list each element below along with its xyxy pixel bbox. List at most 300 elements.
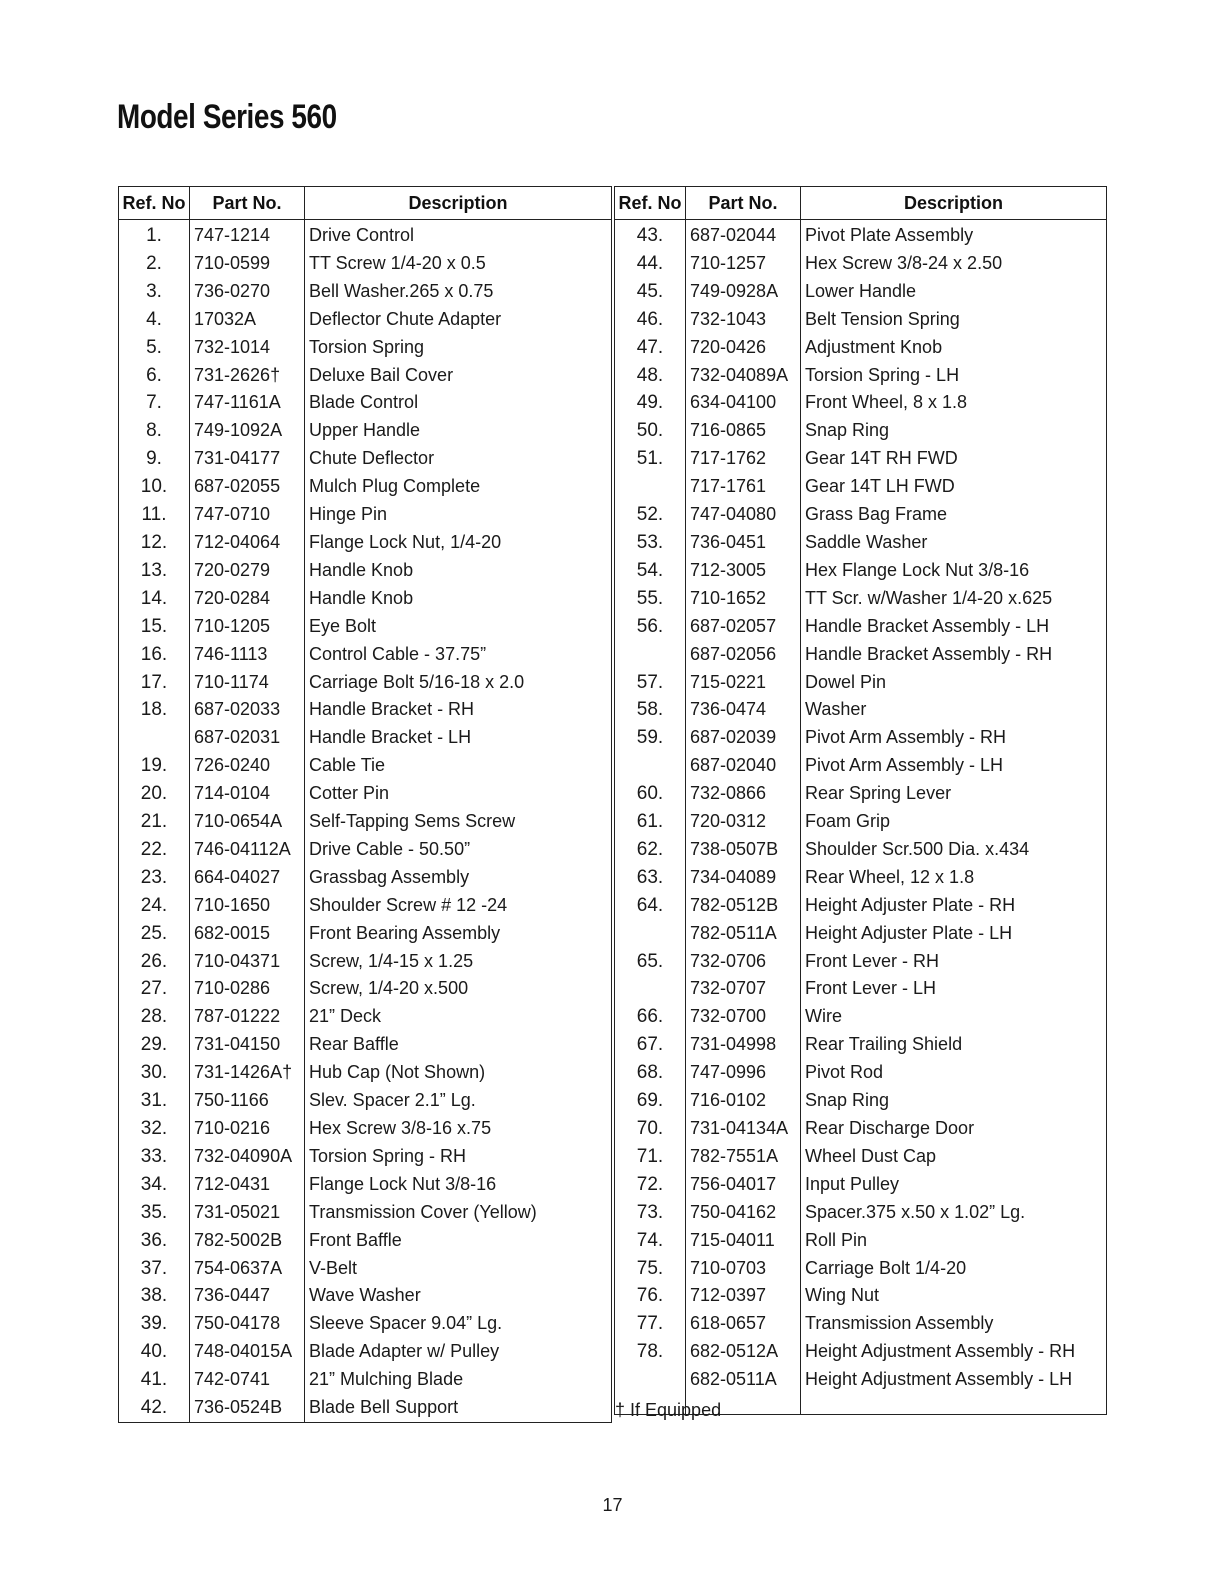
table-row [119, 669, 612, 697]
part-no-cell: 731-04998 [686, 1031, 801, 1059]
table-row [119, 1087, 612, 1115]
ref-no-cell: 7. [119, 389, 190, 417]
ref-no-cell: 45. [615, 278, 686, 306]
table-row [119, 613, 612, 641]
table-row [615, 445, 1107, 473]
part-no-cell: 682-0512A [686, 1338, 801, 1366]
page-title: Model Series 560 [117, 98, 337, 136]
description-cell: Handle Knob [305, 585, 612, 613]
ref-no-cell: 36. [119, 1227, 190, 1255]
description-cell: Wave Washer [305, 1282, 612, 1310]
description-cell: Blade Control [305, 389, 612, 417]
description-cell: Rear Discharge Door [801, 1115, 1107, 1143]
table-row [615, 557, 1107, 585]
description-cell: Torsion Spring [305, 334, 612, 362]
table-row [615, 417, 1107, 445]
table-row [615, 220, 1107, 250]
part-no-cell: 710-0703 [686, 1255, 801, 1283]
ref-no-cell [615, 473, 686, 501]
part-no-cell: 734-04089 [686, 864, 801, 892]
description-cell: Chute Deflector [305, 445, 612, 473]
page-number: 17 [602, 1495, 623, 1515]
part-no-cell: 17032A [190, 306, 305, 334]
part-no-cell: 782-7551A [686, 1143, 801, 1171]
description-cell: Height Adjustment Assembly - LH [801, 1366, 1107, 1394]
part-no-cell: 749-1092A [190, 417, 305, 445]
description-cell: Drive Control [305, 220, 612, 250]
ref-no-cell: 68. [615, 1059, 686, 1087]
table-row [119, 1338, 612, 1366]
part-no-cell: 710-0654A [190, 808, 305, 836]
table-row [615, 585, 1107, 613]
ref-no-cell: 49. [615, 389, 686, 417]
footnote: † If Equipped [615, 1400, 722, 1420]
ref-no-cell: 25. [119, 920, 190, 948]
description-cell: Drive Cable - 50.50” [305, 836, 612, 864]
part-no-cell: 731-2626† [190, 362, 305, 390]
description-cell: Height Adjuster Plate - LH [801, 920, 1107, 948]
ref-no-cell: 43. [615, 220, 686, 250]
part-no-cell: 710-1205 [190, 613, 305, 641]
table-row [119, 445, 612, 473]
table-row [615, 250, 1107, 278]
table-row [119, 1115, 612, 1143]
table-row [615, 1338, 1107, 1366]
table-row [119, 1227, 612, 1255]
description-cell: Wire [801, 1003, 1107, 1031]
part-no-cell: 736-0524B [190, 1394, 305, 1422]
description-cell: Front Lever - LH [801, 975, 1107, 1003]
table-row [615, 1227, 1107, 1255]
ref-no-cell: 29. [119, 1031, 190, 1059]
table-row [119, 864, 612, 892]
ref-no-cell: 35. [119, 1199, 190, 1227]
table-row [615, 948, 1107, 976]
table-row [615, 808, 1107, 836]
ref-no-cell: 30. [119, 1059, 190, 1087]
ref-no-cell: 69. [615, 1087, 686, 1115]
part-no-cell: 749-0928A [686, 278, 801, 306]
description-cell: Deluxe Bail Cover [305, 362, 612, 390]
ref-no-cell: 54. [615, 557, 686, 585]
part-no-cell: 715-04011 [686, 1227, 801, 1255]
description-cell: Cotter Pin [305, 780, 612, 808]
table-row [119, 278, 612, 306]
table-row [615, 1199, 1107, 1227]
description-cell: Pivot Plate Assembly [801, 220, 1107, 250]
part-no-cell: 682-0511A [686, 1366, 801, 1394]
ref-no-cell: 10. [119, 473, 190, 501]
description-cell: Shoulder Scr.500 Dia. x.434 [801, 836, 1107, 864]
table-row [119, 501, 612, 529]
ref-no-cell: 44. [615, 250, 686, 278]
ref-no-cell: 2. [119, 250, 190, 278]
description-cell: 21” Mulching Blade [305, 1366, 612, 1394]
ref-no-cell: 20. [119, 780, 190, 808]
parts-table-right-body [615, 220, 1107, 1415]
description-cell: Spacer.375 x.50 x 1.02” Lg. [801, 1199, 1107, 1227]
part-no-cell: 731-04177 [190, 445, 305, 473]
description-cell: Slev. Spacer 2.1” Lg. [305, 1087, 612, 1115]
description-cell: Saddle Washer [801, 529, 1107, 557]
part-no-cell: 682-0015 [190, 920, 305, 948]
part-no-cell: 747-1161A [190, 389, 305, 417]
table-row [119, 780, 612, 808]
table-row [119, 1059, 612, 1087]
description-cell: Mulch Plug Complete [305, 473, 612, 501]
description-cell: Handle Bracket Assembly - RH [801, 641, 1107, 669]
ref-no-cell: 11. [119, 501, 190, 529]
part-no-cell: 712-0397 [686, 1282, 801, 1310]
description-cell: Wheel Dust Cap [801, 1143, 1107, 1171]
ref-no-cell: 59. [615, 724, 686, 752]
part-no-cell: 756-04017 [686, 1171, 801, 1199]
table-row [615, 669, 1107, 697]
description-cell: TT Screw 1/4-20 x 0.5 [305, 250, 612, 278]
ref-no-cell: 57. [615, 669, 686, 697]
description-cell: Handle Bracket - LH [305, 724, 612, 752]
empty-cell [801, 1394, 1107, 1415]
table-row [615, 306, 1107, 334]
ref-no-cell: 15. [119, 613, 190, 641]
part-no-cell: 710-0599 [190, 250, 305, 278]
ref-no-cell: 18. [119, 696, 190, 724]
ref-no-cell: 50. [615, 417, 686, 445]
description-cell: Carriage Bolt 1/4-20 [801, 1255, 1107, 1283]
description-cell: Front Lever - RH [801, 948, 1107, 976]
description-cell: Wing Nut [801, 1282, 1107, 1310]
table-row [119, 389, 612, 417]
ref-no-cell [615, 1366, 686, 1394]
table-row [615, 1003, 1107, 1031]
part-no-cell: 748-04015A [190, 1338, 305, 1366]
description-cell: Snap Ring [801, 1087, 1107, 1115]
ref-no-cell: 63. [615, 864, 686, 892]
part-no-cell: 717-1761 [686, 473, 801, 501]
ref-no-cell: 4. [119, 306, 190, 334]
description-cell: Front Baffle [305, 1227, 612, 1255]
description-cell: Pivot Arm Assembly - LH [801, 752, 1107, 780]
ref-no-cell: 77. [615, 1310, 686, 1338]
description-cell: Sleeve Spacer 9.04” Lg. [305, 1310, 612, 1338]
description-cell: Rear Trailing Shield [801, 1031, 1107, 1059]
part-no-cell: 710-1650 [190, 892, 305, 920]
description-cell: Dowel Pin [801, 669, 1107, 697]
description-cell: Handle Bracket - RH [305, 696, 612, 724]
part-no-cell: 787-01222 [190, 1003, 305, 1031]
table-row [119, 473, 612, 501]
description-cell: Blade Adapter w/ Pulley [305, 1338, 612, 1366]
part-no-cell: 714-0104 [190, 780, 305, 808]
table-row [615, 334, 1107, 362]
table-row [615, 975, 1107, 1003]
part-no-cell: 736-0474 [686, 696, 801, 724]
ref-no-cell: 46. [615, 306, 686, 334]
description-cell: Shoulder Screw # 12 -24 [305, 892, 612, 920]
table-row [119, 696, 612, 724]
ref-no-cell: 38. [119, 1282, 190, 1310]
part-no-cell: 732-04089A [686, 362, 801, 390]
table-row [119, 250, 612, 278]
part-no-cell: 720-0284 [190, 585, 305, 613]
ref-no-cell [615, 641, 686, 669]
table-row [615, 1143, 1107, 1171]
table-row [615, 529, 1107, 557]
ref-no-cell: 53. [615, 529, 686, 557]
parts-table-left [118, 186, 612, 1423]
description-cell: Pivot Rod [801, 1059, 1107, 1087]
description-cell: Hex Screw 3/8-24 x 2.50 [801, 250, 1107, 278]
description-cell: Screw, 1/4-15 x 1.25 [305, 948, 612, 976]
parts-table-left-body [119, 220, 612, 1423]
ref-no-cell [615, 752, 686, 780]
ref-no-cell [615, 975, 686, 1003]
table-row [615, 1171, 1107, 1199]
part-no-cell: 732-0706 [686, 948, 801, 976]
part-no-cell: 712-04064 [190, 529, 305, 557]
table-row [119, 1255, 612, 1283]
ref-no-cell: 16. [119, 641, 190, 669]
table-row [119, 836, 612, 864]
part-no-cell: 715-0221 [686, 669, 801, 697]
ref-no-cell: 64. [615, 892, 686, 920]
description-cell: Upper Handle [305, 417, 612, 445]
table-row [615, 836, 1107, 864]
description-cell: Rear Spring Lever [801, 780, 1107, 808]
table-row [615, 473, 1107, 501]
description-cell: Hex Screw 3/8-16 x.75 [305, 1115, 612, 1143]
ref-no-cell: 66. [615, 1003, 686, 1031]
part-no-cell: 736-0451 [686, 529, 801, 557]
part-no-cell: 664-04027 [190, 864, 305, 892]
part-no-cell: 747-0996 [686, 1059, 801, 1087]
ref-no-cell: 28. [119, 1003, 190, 1031]
part-no-cell: 731-04150 [190, 1031, 305, 1059]
ref-no-cell: 39. [119, 1310, 190, 1338]
table-row [119, 334, 612, 362]
ref-no-cell: 34. [119, 1171, 190, 1199]
description-header: Description [305, 187, 612, 220]
description-cell: Gear 14T RH FWD [801, 445, 1107, 473]
description-cell: Flange Lock Nut 3/8-16 [305, 1171, 612, 1199]
part-no-cell: 747-1214 [190, 220, 305, 250]
ref-no-cell: 41. [119, 1366, 190, 1394]
ref-no-cell: 61. [615, 808, 686, 836]
table-row [615, 780, 1107, 808]
table-row [119, 752, 612, 780]
description-cell: Gear 14T LH FWD [801, 473, 1107, 501]
ref-no-cell: 22. [119, 836, 190, 864]
ref-no-cell: 27. [119, 975, 190, 1003]
description-cell: Washer [801, 696, 1107, 724]
part-no-cell: 726-0240 [190, 752, 305, 780]
part-no-cell: 720-0426 [686, 334, 801, 362]
table-row [615, 864, 1107, 892]
part-no-cell: 782-5002B [190, 1227, 305, 1255]
ref-no-cell: 76. [615, 1282, 686, 1310]
part-no-cell: 747-04080 [686, 501, 801, 529]
part-no-cell: 717-1762 [686, 445, 801, 473]
description-cell: Grass Bag Frame [801, 501, 1107, 529]
part-no-cell: 732-1014 [190, 334, 305, 362]
table-row [119, 1031, 612, 1059]
table-row [119, 1199, 612, 1227]
description-cell: Eye Bolt [305, 613, 612, 641]
description-cell: Input Pulley [801, 1171, 1107, 1199]
ref-no-cell: 60. [615, 780, 686, 808]
ref-no-cell: 21. [119, 808, 190, 836]
table-row [615, 641, 1107, 669]
description-cell: Screw, 1/4-20 x.500 [305, 975, 612, 1003]
table-row [615, 1087, 1107, 1115]
table-row [615, 1115, 1107, 1143]
table-row [119, 557, 612, 585]
table-row [119, 1003, 612, 1031]
table-row [119, 724, 612, 752]
part-no-cell: 687-02039 [686, 724, 801, 752]
ref-no-cell: 74. [615, 1227, 686, 1255]
part-no-cell: 687-02056 [686, 641, 801, 669]
table-row [615, 1366, 1107, 1394]
description-cell: Pivot Arm Assembly - RH [801, 724, 1107, 752]
table-row [615, 752, 1107, 780]
description-cell: Flange Lock Nut, 1/4-20 [305, 529, 612, 557]
description-cell: Torsion Spring - LH [801, 362, 1107, 390]
ref-no-cell: 62. [615, 836, 686, 864]
part-no-cell: 732-0700 [686, 1003, 801, 1031]
table-row [119, 529, 612, 557]
ref-no-cell: 37. [119, 1255, 190, 1283]
table-row [615, 278, 1107, 306]
description-cell: Hub Cap (Not Shown) [305, 1059, 612, 1087]
description-cell: TT Scr. w/Washer 1/4-20 x.625 [801, 585, 1107, 613]
description-cell: Front Wheel, 8 x 1.8 [801, 389, 1107, 417]
table-row [615, 1282, 1107, 1310]
part-no-cell: 716-0865 [686, 417, 801, 445]
part-no-cell: 750-1166 [190, 1087, 305, 1115]
part-no-cell: 754-0637A [190, 1255, 305, 1283]
part-no-cell: 687-02057 [686, 613, 801, 641]
description-cell: V-Belt [305, 1255, 612, 1283]
ref-no-cell: 32. [119, 1115, 190, 1143]
part-no-cell: 731-05021 [190, 1199, 305, 1227]
table-row [119, 1310, 612, 1338]
ref-no-cell: 67. [615, 1031, 686, 1059]
part-no-cell: 710-0216 [190, 1115, 305, 1143]
ref-no-cell: 14. [119, 585, 190, 613]
ref-no-cell: 1. [119, 220, 190, 250]
part-no-cell: 782-0511A [686, 920, 801, 948]
ref-no-cell: 5. [119, 334, 190, 362]
ref-no-cell: 40. [119, 1338, 190, 1366]
table-row [119, 975, 612, 1003]
description-cell: 21” Deck [305, 1003, 612, 1031]
table-header-row [119, 187, 612, 220]
ref-no-cell: 48. [615, 362, 686, 390]
table-row [119, 641, 612, 669]
ref-no-cell: 52. [615, 501, 686, 529]
part-no-cell: 687-02040 [686, 752, 801, 780]
ref-no-cell: 51. [615, 445, 686, 473]
description-cell: Height Adjuster Plate - RH [801, 892, 1107, 920]
part-no-cell: 720-0312 [686, 808, 801, 836]
table-header-row [615, 187, 1107, 220]
part-no-cell: 634-04100 [686, 389, 801, 417]
part-no-cell: 750-04178 [190, 1310, 305, 1338]
part-no-header: Part No. [190, 187, 305, 220]
ref-no-cell: 65. [615, 948, 686, 976]
part-no-cell: 687-02033 [190, 696, 305, 724]
table-row [119, 808, 612, 836]
part-no-cell: 731-04134A [686, 1115, 801, 1143]
description-cell: Hinge Pin [305, 501, 612, 529]
ref-no-cell: 58. [615, 696, 686, 724]
part-no-cell: 732-0707 [686, 975, 801, 1003]
ref-no-cell [615, 920, 686, 948]
table-row [615, 920, 1107, 948]
description-cell: Belt Tension Spring [801, 306, 1107, 334]
description-cell: Height Adjustment Assembly - RH [801, 1338, 1107, 1366]
part-no-cell: 747-0710 [190, 501, 305, 529]
description-cell: Rear Wheel, 12 x 1.8 [801, 864, 1107, 892]
table-row [615, 724, 1107, 752]
description-cell: Cable Tie [305, 752, 612, 780]
description-cell: Adjustment Knob [801, 334, 1107, 362]
table-row [119, 1282, 612, 1310]
description-cell: Hex Flange Lock Nut 3/8-16 [801, 557, 1107, 585]
ref-no-cell: 17. [119, 669, 190, 697]
description-cell: Deflector Chute Adapter [305, 306, 612, 334]
parts-table-right [614, 186, 1107, 1415]
part-no-cell: 712-3005 [686, 557, 801, 585]
description-cell: Front Bearing Assembly [305, 920, 612, 948]
part-no-cell: 750-04162 [686, 1199, 801, 1227]
ref-no-cell: 19. [119, 752, 190, 780]
description-cell: Blade Bell Support [305, 1394, 612, 1422]
part-no-cell: 746-1113 [190, 641, 305, 669]
description-cell: Self-Tapping Sems Screw [305, 808, 612, 836]
ref-no-cell: 9. [119, 445, 190, 473]
part-no-cell: 742-0741 [190, 1366, 305, 1394]
ref-no-header: Ref. No [119, 187, 190, 220]
description-cell: Foam Grip [801, 808, 1107, 836]
ref-no-cell: 23. [119, 864, 190, 892]
description-cell: Roll Pin [801, 1227, 1107, 1255]
ref-no-cell: 3. [119, 278, 190, 306]
ref-no-cell: 13. [119, 557, 190, 585]
part-no-cell: 618-0657 [686, 1310, 801, 1338]
part-no-cell: 712-0431 [190, 1171, 305, 1199]
part-no-cell: 710-04371 [190, 948, 305, 976]
part-no-cell: 736-0270 [190, 278, 305, 306]
table-row [615, 613, 1107, 641]
part-no-cell: 732-04090A [190, 1143, 305, 1171]
part-no-cell: 736-0447 [190, 1282, 305, 1310]
table-row [119, 306, 612, 334]
part-no-cell: 720-0279 [190, 557, 305, 585]
description-header: Description [801, 187, 1107, 220]
ref-no-cell: 6. [119, 362, 190, 390]
part-no-cell: 746-04112A [190, 836, 305, 864]
part-no-cell: 687-02044 [686, 220, 801, 250]
ref-no-cell: 75. [615, 1255, 686, 1283]
table-row [119, 585, 612, 613]
table-row [119, 892, 612, 920]
table-row [615, 501, 1107, 529]
ref-no-cell: 31. [119, 1087, 190, 1115]
description-cell: Transmission Assembly [801, 1310, 1107, 1338]
description-cell: Bell Washer.265 x 0.75 [305, 278, 612, 306]
